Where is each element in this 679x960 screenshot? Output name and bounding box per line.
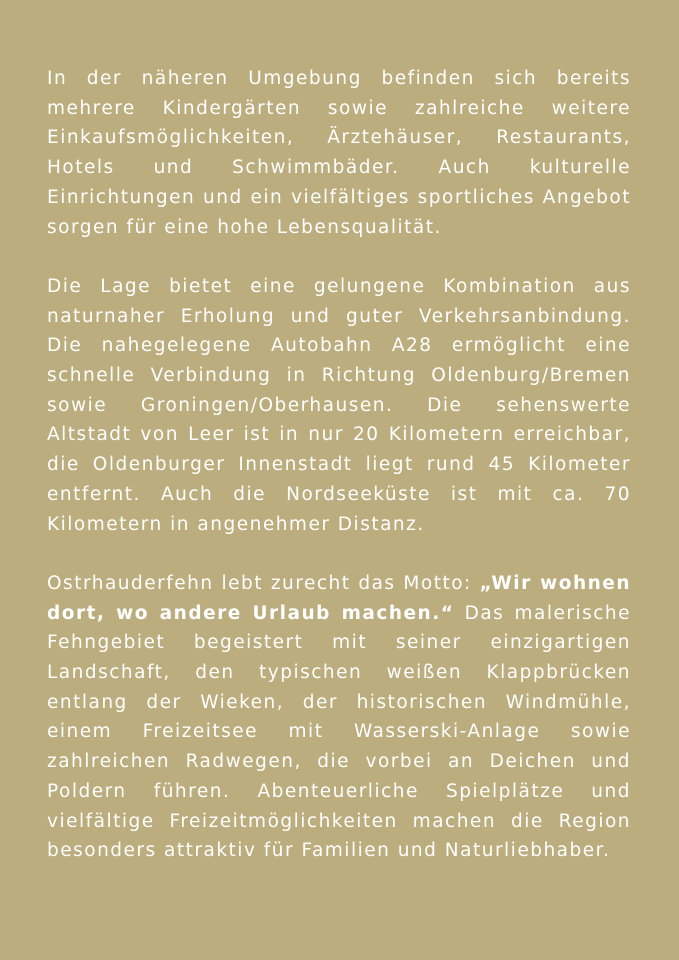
- paragraph-location: Die Lage bietet eine gelungene Kombination aus naturnaher Erholung und guter Verkehrsanbindung. Die nahegelegene Autobahn A28 ermöglicht eine schnelle Verbindung in Richtung Oldenburg/Bremen sowie Groningen/Oberhausen. Die sehenswerte Altstadt von Leer ist in nur 20 Kilometern erreichbar, die Oldenburger Innenstadt liegt rund 45 Kilometer entfernt. Auch die Nordseeküste ist mit ca. 70 Kilometern in angenehmer Distanz.: [47, 275, 631, 535]
- motto-intro: Ostrhauderfehn lebt zurecht das Motto:: [47, 572, 480, 594]
- paragraph-motto: [47, 569, 631, 866]
- document-body: [47, 64, 631, 866]
- motto-quote: „Wir wohnen dort, wo andere Urlaub machen.“: [47, 572, 632, 624]
- paragraph-surroundings: In der näheren Umgebung befinden sich bereits mehrere Kindergärten sowie zahlreiche weitere Einkaufsmöglichkeiten, Ärztehäuser, Restaurants, Hotels und Schwimmbäder. Auch kulturelle Einrichtungen und ein vielfältiges sportliches Angebot sorgen für eine hohe Lebensqualität.: [47, 68, 631, 238]
- motto-rest: Das malerische Fehngebiet begeistert mit seiner einzigartigen Landschaft, den typischen weißen Klappbrücken entlang der Wieken, der historischen Windmühle, einem Freizeitsee mit Wasserski-Anlage sowie zahlreichen Radwegen, die vorbei an Deichen und Poldern führen. Abenteuerliche Spielplätze und vielfältige Freizeitmöglichkeiten machen die Region besonders attraktiv für Familien und Naturliebhaber.: [47, 602, 631, 862]
